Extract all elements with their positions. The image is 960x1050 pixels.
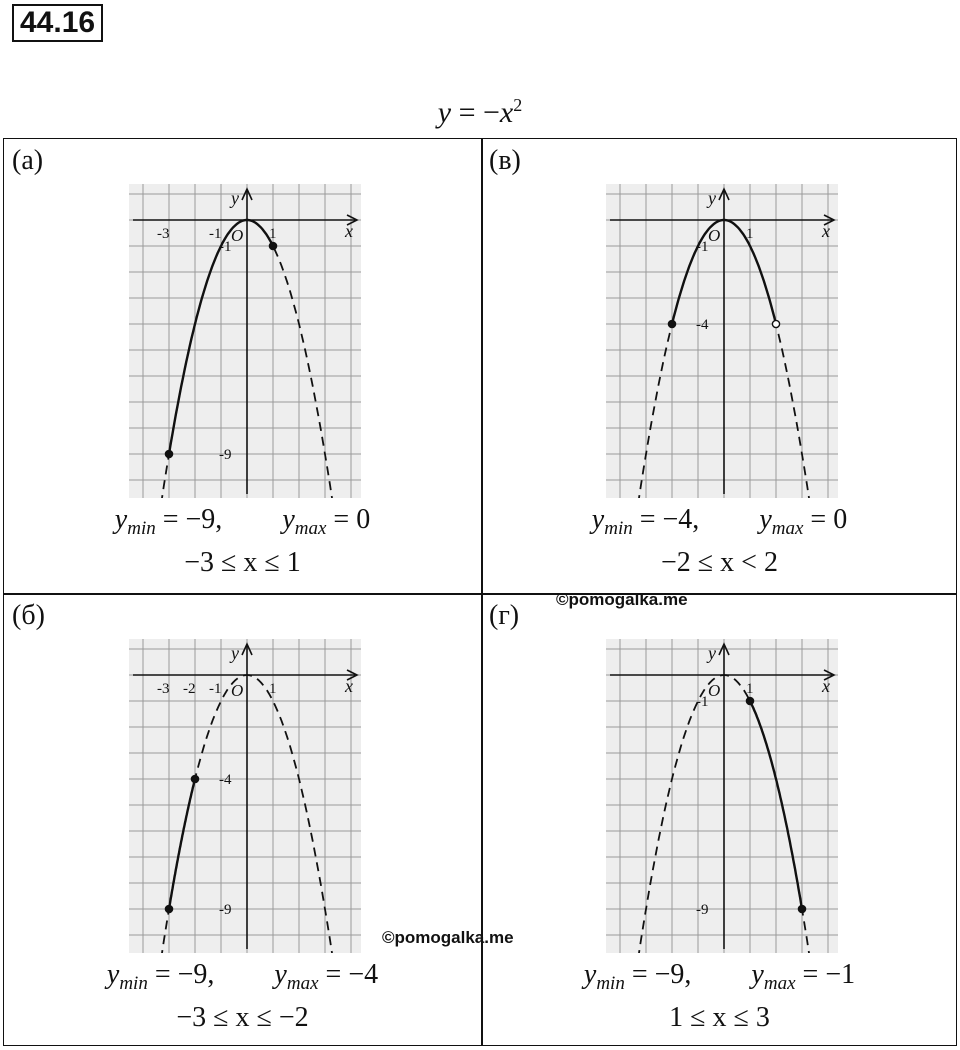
interval-line: −2 ≤ x < 2 <box>661 547 778 578</box>
segment-start-point <box>165 450 172 457</box>
panel-label: (в) <box>489 145 521 176</box>
panel-v <box>481 139 958 593</box>
extrema-line <box>481 959 958 995</box>
ymax-subscript: max <box>763 973 796 994</box>
interval-line: 1 ≤ x ≤ 3 <box>669 1002 770 1033</box>
ymin-subscript: min <box>596 973 625 994</box>
parabola-plot <box>129 639 361 953</box>
segment-start-point <box>668 320 675 327</box>
panel-label: (а) <box>12 145 44 176</box>
segment-end-point <box>772 320 779 327</box>
panel-g <box>481 594 958 1048</box>
x-axis-label: x <box>822 221 830 241</box>
ymin-value: −9, <box>185 504 223 535</box>
panel-b <box>4 594 481 1048</box>
y-tick-label: -1 <box>696 239 709 255</box>
x-tick-label: 1 <box>269 226 277 242</box>
equals-sign: = <box>155 504 186 535</box>
panel-label: (б) <box>12 600 45 631</box>
problem-number: 44.16 <box>12 4 103 42</box>
answer-table <box>3 138 957 1046</box>
parabola-plot <box>129 184 361 498</box>
x-tick-label: -1 <box>209 681 222 697</box>
y-tick-label: -9 <box>219 902 232 918</box>
watermark-top: ©pomogalka.me <box>556 590 688 609</box>
plot-background <box>606 184 838 498</box>
x-axis-label: x <box>822 676 830 696</box>
y-tick-label: -4 <box>219 772 232 788</box>
equals-sign: = <box>803 504 834 535</box>
ymax-subscript: max <box>771 518 804 539</box>
ymax-subscript: max <box>294 518 327 539</box>
x-tick-label: 1 <box>746 226 754 242</box>
x-axis-label: x <box>345 676 353 696</box>
x-tick-label: -1 <box>209 226 222 242</box>
x-tick-label: -3 <box>157 226 170 242</box>
x-tick-label: 1 <box>269 681 277 697</box>
origin-label: O <box>708 681 721 700</box>
ymax-symbol: y <box>274 959 287 990</box>
y-tick-label: -4 <box>696 317 709 333</box>
ymax-value: 0 <box>833 504 848 535</box>
ymin-symbol: y <box>114 504 128 535</box>
origin-label: O <box>708 226 721 245</box>
interval-line: −3 ≤ x ≤ 1 <box>184 547 301 578</box>
parabola-plot <box>606 639 838 953</box>
y-axis-label: y <box>231 188 239 208</box>
ymin-value: −9, <box>177 959 215 990</box>
segment-end-point <box>191 775 198 782</box>
ymin-subscript: min <box>127 518 156 539</box>
segment-end-point <box>798 905 805 912</box>
ymin-symbol: y <box>106 959 120 990</box>
ymin-value: −9, <box>654 959 692 990</box>
formula-exponent: 2 <box>513 95 523 115</box>
y-axis-label: y <box>708 188 716 208</box>
watermark-bottom: ©pomogalka.me <box>382 928 514 947</box>
ymax-value: −4 <box>348 959 379 990</box>
ymax-symbol: y <box>759 504 772 535</box>
formula <box>0 95 960 130</box>
ymin-subscript: min <box>604 518 633 539</box>
ymin-symbol: y <box>591 504 605 535</box>
formula-eq: = − <box>451 96 500 129</box>
y-tick-label: -9 <box>696 902 709 918</box>
x-axis-label: x <box>345 221 353 241</box>
interval-line: −3 ≤ x ≤ −2 <box>176 1002 309 1033</box>
parabola-plot <box>606 184 838 498</box>
y-tick-label: -1 <box>219 239 232 255</box>
origin-label: O <box>231 226 244 245</box>
extrema-line <box>481 504 958 540</box>
equals-sign: = <box>624 959 655 990</box>
formula-lhs: y <box>437 96 452 129</box>
ymin-symbol: y <box>583 959 597 990</box>
ymax-value: −1 <box>825 959 856 990</box>
y-axis-label: y <box>231 643 239 663</box>
ymax-subscript: max <box>286 973 319 994</box>
equals-sign: = <box>318 959 349 990</box>
ymin-value: −4, <box>662 504 700 535</box>
panel-label: (г) <box>489 600 520 631</box>
ymax-value: 0 <box>356 504 371 535</box>
equals-sign: = <box>632 504 663 535</box>
extrema-line <box>4 504 481 540</box>
y-axis-label: y <box>708 643 716 663</box>
ymax-symbol: y <box>751 959 764 990</box>
formula-var: x <box>499 96 514 129</box>
panel-a <box>4 139 481 593</box>
segment-start-point <box>165 905 172 912</box>
equals-sign: = <box>326 504 357 535</box>
ymin-subscript: min <box>119 973 148 994</box>
x-tick-label: 1 <box>746 681 754 697</box>
segment-end-point <box>269 242 276 249</box>
equals-sign: = <box>147 959 178 990</box>
x-tick-label: -2 <box>183 681 196 697</box>
y-tick-label: -1 <box>696 694 709 710</box>
segment-start-point <box>746 697 753 704</box>
x-tick-label: -3 <box>157 681 170 697</box>
y-tick-label: -9 <box>219 447 232 463</box>
equals-sign: = <box>795 959 826 990</box>
ymax-symbol: y <box>282 504 295 535</box>
origin-label: O <box>231 681 244 700</box>
extrema-line <box>4 959 481 995</box>
